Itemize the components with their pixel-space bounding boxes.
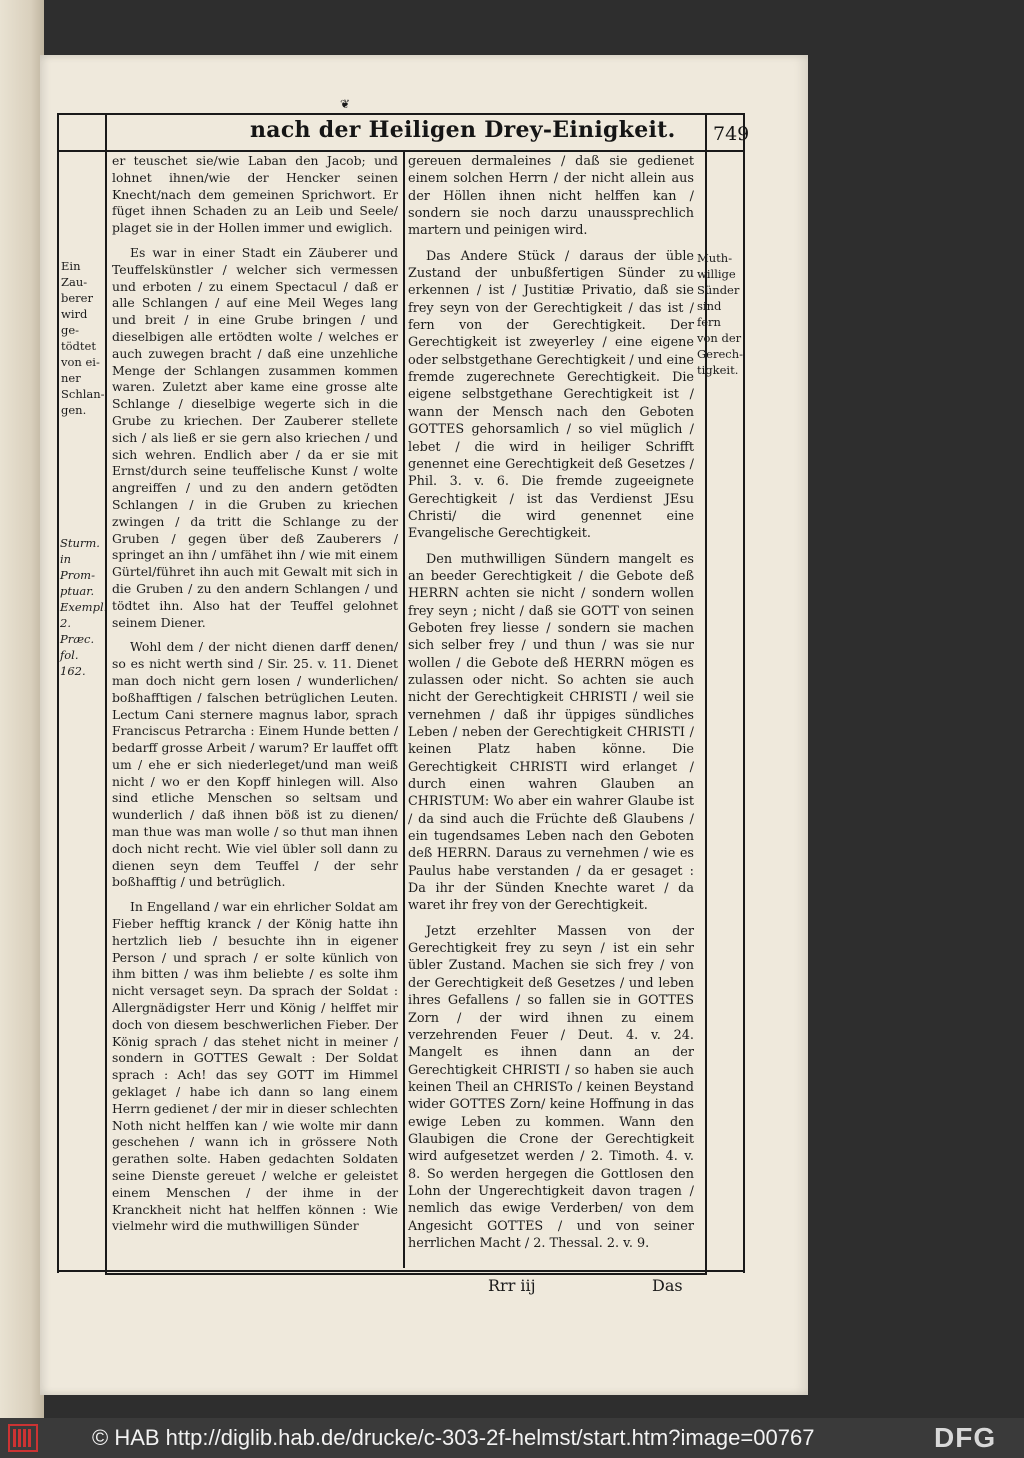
ornament-mark: ❦ [340, 97, 351, 111]
column-divider [403, 152, 405, 1268]
paragraph: gereuen dermaleines / daß sie gedienet einem solchen Herrn / der nicht allein aus der Höllen ihnen nicht helffen kan / sondern sie noch darzu unaussprechlich martern und peinigen wird. [408, 154, 694, 239]
paragraph: Es war in einer Stadt ein Zäuberer und Teuffelskünstler / welcher sich vermessen und erboten / zu einem Spectacul / daß er alle Schlangen / auf eine Meil Weges lang und breit / in eine Grube bringen / und dieselbigen alle ertödten wolte / welches er auch zuwegen bracht / daß eine unzehliche Menge der Schlangen zusammen kommen waren. Zuletzt aber kame eine grosse alte Schlange / dieselbige wegerte sich in die Grube zu kriechen. Der Zauberer stellete sich / als ließ er sie gern also kriechen / und sich wehren. Endlich aber / da er sie mit Ernst/durch seine teuffelische Kunst / wolte angreiffen / und zu den andern getödten Schlangen / in die Gruben zu kriechen zwingen / da tritt die Schlange zu der Gruben / gegen über deß Zauberers / springet an ihn / umfähet ihn / wie mit einem Gürtel/führet ihn auch mit Gewalt mit sich in die Gruben / zu den andern Schlangen / und tödtet ihn. Also hat der Teuffel gelohnet seinem Diener. [112, 244, 398, 630]
margin-line: Schlan- [61, 387, 105, 401]
signature-mark: Rrr iij [488, 1276, 536, 1295]
paragraph: er teuschet sie/wie Laban den Jacob; und lohnet ihnen/wie der Hencker seinen Knecht/nach dem gemeinen Sprichwort. Er füget ihnen Schaden zu an Leib und Seele/ plaget sie in der Hollen immer und ewiglich. [112, 153, 398, 236]
margin-line: Sünder [697, 283, 740, 297]
margin-line: ner [61, 371, 81, 385]
paragraph: In Engelland / war ein ehrlicher Soldat am Fieber hefftig kranck / der König hatte ihn hertzlich lieb / besuchte ihn in eigener Person / und sprach / er solte künlich von ihm bitten / was ihm beliebte / es solte ihm nicht versaget seyn. Da sprach der Soldat : Allergnädigster Herr und König / helffet mir doch von diesem beschwerlichen Fieber. Der König sprach / das stehet nicht in meiner / sondern in GOTTES Gewalt : Der Soldat sprach : Ach! das sey GOTT im Himmel geklaget / habe ich dann so lang einem Herrn gedienet / der mir in dieser schlechten Noth nicht helffen kan / wie wolte mir dann geschehen / wann ich in grössere Noth gerathen solte. Haben gedachten Soldaten seine Dienste gereuet / welche er geleistet einem Menschen / der ihme in der Kranckheit nicht hat helffen können : Wie vielmehr wird die muthwilligen Sünder [112, 899, 399, 1234]
paragraph: Jetzt erzehlter Massen von der Gerechtigkeit frey zu seyn / ist ein sehr übler Zustand. Machen sie sich frey / von der Gerechtigkeit deß Gesetzes / und leben ihres Gefallens / so fallen sie in GOTTES Zorn / der wird ihnen zu einem verzehrenden Feuer / Deut. 4. v. 24. Mangelt es ihnen dann an der Gerechtigkeit CHRISTI / so haben sie auch keinen Theil an CHRISTo / keinen Beystand wider GOTTES Zorn/ keine Hoffnung in das ewige Leben zu kommen. Wann den Glaubigen die Crone der Gerechtigkeit wird aufgesetzet werden / 2. Timoth. 4. v. 8. So werden hergegen die Gottlosen den Lohn der Ungerechtigkeit davon tragen / nemlich das ewige Verderben/ von dem Angesicht GOTTES / und von seiner herrlichen Macht / 2. Thessal. 2. v. 9. [408, 923, 694, 1251]
margin-line: fol. 162. [60, 648, 86, 678]
margin-line: wird ge- [61, 307, 88, 337]
hab-logo-icon [8, 1424, 38, 1452]
bottom-rule [57, 1270, 745, 1272]
header-rule [57, 150, 745, 152]
margin-line: Gerech- [697, 347, 744, 361]
catchword: Das [652, 1276, 683, 1295]
margin-line: in Prom- [60, 552, 95, 582]
paragraph: Das Andere Stück / daraus der üble Zustand der unbußfertigen Sünder zu erkennen / ist / Justitiæ Privatio, daß sie frey seyn von der Gerechtigkeit / das ist / fern von der Gerechtigkeit. Der Gerechtigkeit ist zweyerley / eine eigene oder selbstgethane Gerechtigkeit / und eine fremde zugerechnete Gerechtigkeit. Die eigene selbstgethane Gerechtigkeit ist / wann der Mensch nach den Geboten GOTTES gehorsamlich / so viel müglich / lebet / die wird in heiliger Schrifft genennet eine Gerechtigkeit deß Gesetzes / Phil. 3. v. 6. Die fremde zugeeignete Gerechtigkeit / ist das Verdienst JEsu Christi/ die wird genennet eine Evangelische Gerechtigkeit. [408, 248, 695, 542]
previous-page-edge [0, 0, 44, 1418]
margin-line: ptuar. [60, 584, 95, 598]
viewer-footer-bar [0, 1418, 1024, 1458]
margin-line: sind fern [697, 299, 722, 329]
page-number: 749 [713, 123, 750, 145]
margin-line: gen. [61, 403, 87, 417]
margin-note-wilful-sinners [697, 250, 743, 378]
running-head: nach der Heiligen Drey-Einigkeit. [250, 117, 676, 143]
margin-line: 2. Præc. [60, 616, 95, 646]
margin-note-source [60, 535, 106, 679]
margin-line: von der [697, 331, 742, 345]
paragraph: Wohl dem / der nicht dienen darff denen/ so es nicht werth sind / Sir. 25. v. 11. Dienet man doch nicht gern losen / wunderlichen/ boßhafftigen / falschen betrüglichen Leuten. Lectum Cani sternere magnus labor, sprach Franciscus Petrarcha : Einem Hunde betten / bedarff grosse Arbeit / warum? Er lauffet offt um / ehe er sich niederleget/und man weiß nicht / wo er den Kopff hinlegen will. Also sind etliche Menschen so seltsam und wunderlich / daß ihnen böß ist zu dienen/ man thue was man wolle / so thut man ihnen doch nicht recht. Wie viel übler soll dann zu dienen seyn dem Teuffel / der sehr boßhafftig / und betrüglich. [112, 639, 398, 890]
margin-line: Exempl. [60, 600, 108, 614]
margin-note-sorcerer [61, 258, 105, 418]
margin-line: tödtet [61, 339, 96, 353]
paragraph: Den muthwilligen Sündern mangelt es an beeder Gerechtigkeit / die Gebote deß HERRN achten sie nicht / sondern wollen frey seyn ; nicht / daß sie GOTT von seinen Geboten frey liesse / sondern sie machen sich selber frey / und thun / was sie nur wollen / die Gebote deß HERRN mögen es zulassen oder nicht. So achten sie auch nicht der Gerechtigkeit CHRISTI / weil sie vernehmen / daß ihr üppiges sündliches Leben / neben der Gerechtigkeit CHRISTI / keinen Platz haben könne. Die Gerechtigkeit CHRISTI wird erlanget / durch einen wahren Glauben an CHRISTUM: Wo aber ein wahrer Glaube ist / da sind auch die Früchte deß Glaubens / ein tugendsames Leben nach den Geboten deß HERRN. Daraus zu vernehmen / wie es Paulus habe verstanden / da er gesaget : Da ihr der Sünden Knechte waret / da waret ihr frey von der Gerechtigkeit. [408, 551, 694, 914]
right-column [408, 153, 694, 1260]
copyright-link[interactable]: © HAB http://diglib.hab.de/drucke/c-303-2f-helmst/start.htm?image=00767 [92, 1425, 815, 1450]
left-margin-rule [57, 113, 59, 1273]
left-column [112, 153, 398, 1243]
margin-line: Ein Zau- [61, 259, 88, 289]
top-rule [57, 113, 745, 115]
margin-line: von ei- [61, 355, 100, 369]
margin-line: Sturm. [60, 536, 100, 550]
margin-line: berer [61, 291, 93, 305]
dfg-logo: DFG [934, 1422, 997, 1453]
margin-line: willige [697, 267, 736, 281]
margin-line: Muth- [697, 251, 733, 265]
right-margin-rule [743, 113, 745, 1273]
margin-line: tigkeit. [697, 363, 739, 377]
